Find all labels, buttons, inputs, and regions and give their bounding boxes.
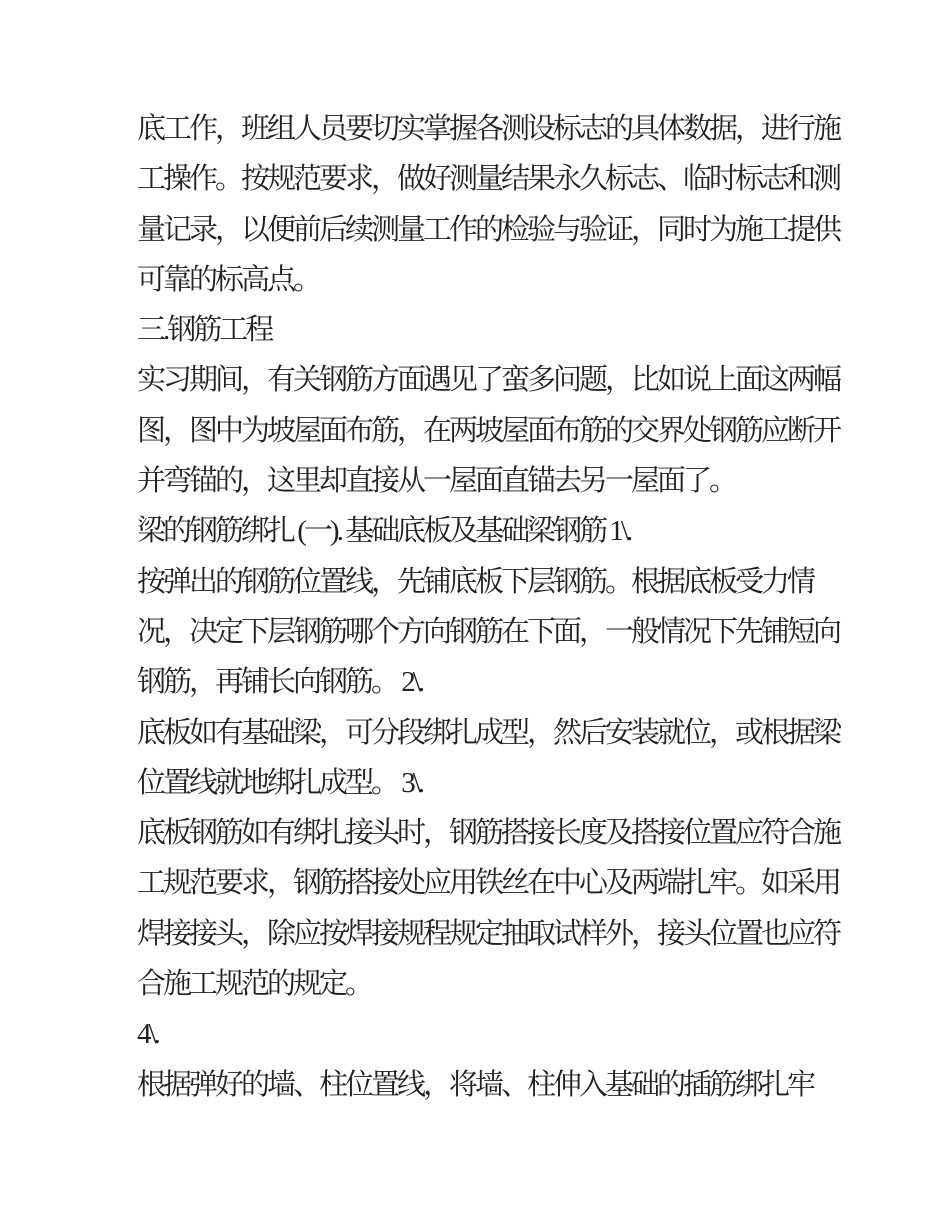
text-line: 底工作，班组人员要切实掌握各测设标志的具体数据，进行施 <box>137 113 840 145</box>
text-line: 况，决定下层钢筋哪个方向钢筋在下面，一般情况下先铺短向 <box>137 615 840 648</box>
text-line: 并弯锚的，这里却直接从一屋面直锚去另一屋面了。 <box>137 465 736 498</box>
text-line: 4\. <box>137 1018 158 1051</box>
text-line: 图，图中为坡屋面布筋，在两坡屋面布筋的交界处钢筋应断开 <box>137 414 840 447</box>
text-line: 实习期间，有关钢筋方面遇见了蛮多问题，比如说上面这两幅 <box>137 364 840 397</box>
text-line: 量记录，以便前后续测量工作的检验与验证，同时为施工提供 <box>137 213 840 246</box>
text-line: 底板如有基础梁，可分段绑扎成型，然后安装就位，或根据梁 <box>137 716 840 749</box>
text-line: 可靠的标高点。 <box>137 263 320 296</box>
text-line: 底板钢筋如有绑扎接头时，钢筋搭接长度及搭接位置应符合施 <box>137 817 840 850</box>
text-line: 位置线就地绑扎成型。 3\. <box>137 766 423 799</box>
document-text <box>137 104 877 1110</box>
text-line: 按弹出的钢筋位置线，先铺底板下层钢筋。根据底板受力情 <box>137 565 814 598</box>
text-line: 工规范要求，钢筋搭接处应用铁丝在中心及两端扎牢。如采用 <box>137 867 840 900</box>
text-line: 焊接接头，除应按焊接规程规定抽取试样外，接头位置也应符 <box>137 917 840 950</box>
text-line: 钢筋，再铺长向钢筋。 2\. <box>137 666 423 699</box>
text-line: 工操作。按规范要求，做好测量结果永久标志、临时标志和测 <box>137 163 840 196</box>
text-line: 梁的钢筋绑扎 (一). 基础底板及基础梁钢筋 1\. <box>137 515 631 548</box>
text-line: 合施工规范的规定。 <box>137 968 372 1001</box>
text-line: 根据弹好的墙、柱位置线，将墙、柱伸入基础的插筋绑扎牢 <box>137 1068 814 1101</box>
text-line: 三.钢筋工程 <box>137 314 272 347</box>
